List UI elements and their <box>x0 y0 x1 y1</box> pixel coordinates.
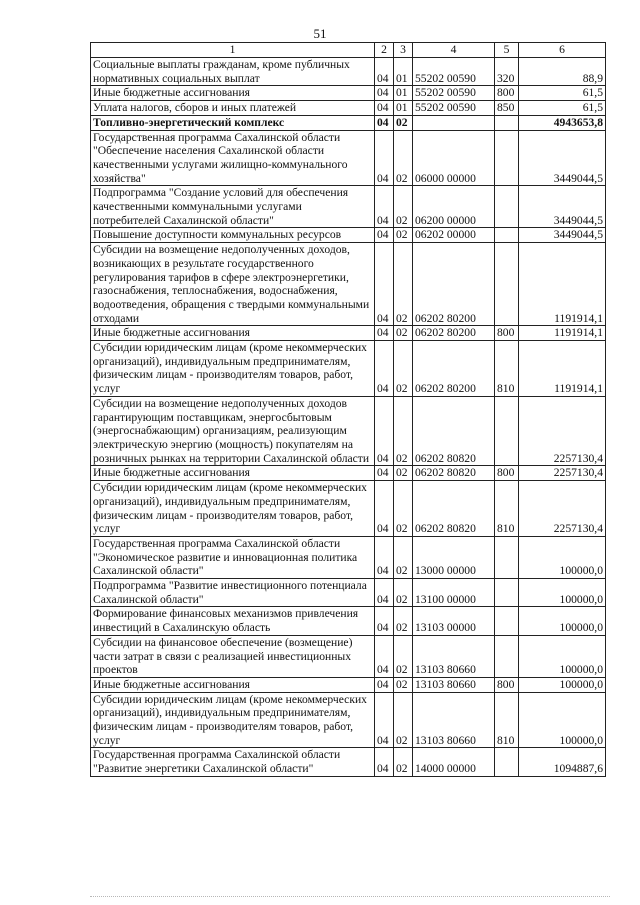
table-row <box>91 396 606 466</box>
scan-artifact <box>90 896 610 900</box>
table-row <box>91 341 606 397</box>
amount: 2257130,4 <box>519 481 606 537</box>
target-article-code: 06202 80820 <box>413 466 495 481</box>
section-code: 04 <box>375 243 394 326</box>
row-name: Субсидии на возмещение недополученных доходов гарантирующим поставщикам, энергосбытовым (энергоснабжающим) организациям, реализующим электрическую энергию (мощность) покупателям на розничных рынках на территории Сахалинской области <box>91 396 375 466</box>
amount: 100000,0 <box>519 635 606 677</box>
expense-type-code: 810 <box>495 481 519 537</box>
amount: 1094887,6 <box>519 748 606 776</box>
row-name: Подпрограмма "Создание условий для обеспечения качественными коммунальными услугами потребителей Сахалинской области" <box>91 186 375 228</box>
subsection-code: 02 <box>394 341 413 397</box>
section-code: 04 <box>375 748 394 776</box>
subsection-code: 02 <box>394 607 413 635</box>
subsection-code: 01 <box>394 58 413 86</box>
expense-type-code: 800 <box>495 677 519 692</box>
table-row <box>91 579 606 607</box>
subsection-code: 02 <box>394 243 413 326</box>
subsection-code: 02 <box>394 748 413 776</box>
table-row <box>91 130 606 186</box>
target-article-code: 55202 00590 <box>413 86 495 101</box>
section-code: 04 <box>375 326 394 341</box>
row-name: Государственная программа Сахалинской области "Экономическое развитие и инновационная политика Сахалинской области" <box>91 536 375 578</box>
section-code: 04 <box>375 466 394 481</box>
expense-type-code: 800 <box>495 86 519 101</box>
row-name: Иные бюджетные ассигнования <box>91 86 375 101</box>
target-article-code: 06202 80820 <box>413 481 495 537</box>
subsection-code: 01 <box>394 101 413 116</box>
table-row <box>91 86 606 101</box>
row-name: Субсидии на финансовое обеспечение (возмещение) части затрат в связи с реализацией инвестиционных проектов <box>91 635 375 677</box>
target-article-code: 14000 00000 <box>413 748 495 776</box>
target-article-code: 55202 00590 <box>413 101 495 116</box>
amount: 1191914,1 <box>519 326 606 341</box>
expense-type-code <box>495 635 519 677</box>
amount: 1191914,1 <box>519 243 606 326</box>
section-code: 04 <box>375 86 394 101</box>
target-article-code: 13103 80660 <box>413 677 495 692</box>
table-row <box>91 635 606 677</box>
table-row <box>91 692 606 748</box>
amount: 100000,0 <box>519 536 606 578</box>
target-article-code: 55202 00590 <box>413 58 495 86</box>
target-article-code: 06202 80200 <box>413 341 495 397</box>
section-code: 04 <box>375 186 394 228</box>
subsection-code: 02 <box>394 326 413 341</box>
column-header: 4 <box>413 43 495 58</box>
column-header: 5 <box>495 43 519 58</box>
target-article-code: 13103 80660 <box>413 635 495 677</box>
section-code: 04 <box>375 635 394 677</box>
table-row <box>91 186 606 228</box>
subsection-code: 02 <box>394 228 413 243</box>
row-name: Государственная программа Сахалинской области "Обеспечение населения Сахалинской области качественными услугами жилищно-коммунального хозяйства" <box>91 130 375 186</box>
subsection-code: 02 <box>394 692 413 748</box>
row-name: Иные бюджетные ассигнования <box>91 677 375 692</box>
amount: 88,9 <box>519 58 606 86</box>
row-name: Уплата налогов, сборов и иных платежей <box>91 101 375 116</box>
expense-type-code: 810 <box>495 692 519 748</box>
target-article-code: 13103 80660 <box>413 692 495 748</box>
expense-type-code <box>495 579 519 607</box>
section-code: 04 <box>375 677 394 692</box>
section-code: 04 <box>375 228 394 243</box>
page-number: 51 <box>313 26 327 41</box>
target-article-code: 06202 00000 <box>413 228 495 243</box>
target-article-code: 06202 80200 <box>413 243 495 326</box>
amount: 100000,0 <box>519 607 606 635</box>
table-row <box>91 466 606 481</box>
target-article-code: 06000 00000 <box>413 130 495 186</box>
table-row <box>91 115 606 130</box>
subsection-code: 02 <box>394 536 413 578</box>
row-name: Формирование финансовых механизмов привлечения инвестиций в Сахалинскую область <box>91 607 375 635</box>
row-name: Социальные выплаты гражданам, кроме публичных нормативных социальных выплат <box>91 58 375 86</box>
target-article-code: 06200 00000 <box>413 186 495 228</box>
row-name: Субсидии юридическим лицам (кроме некоммерческих организаций), индивидуальным предпринимателям, физическим лицам - производителям товаров, работ, услуг <box>91 481 375 537</box>
expense-type-code <box>495 243 519 326</box>
subsection-code: 02 <box>394 466 413 481</box>
expense-type-code <box>495 536 519 578</box>
amount: 100000,0 <box>519 692 606 748</box>
target-article-code: 13000 00000 <box>413 536 495 578</box>
target-article-code: 06202 80200 <box>413 326 495 341</box>
expense-type-code: 800 <box>495 326 519 341</box>
amount: 3449044,5 <box>519 186 606 228</box>
amount: 61,5 <box>519 101 606 116</box>
table-body <box>91 58 606 777</box>
expense-type-code: 320 <box>495 58 519 86</box>
expense-type-code <box>495 748 519 776</box>
amount: 2257130,4 <box>519 466 606 481</box>
table-row <box>91 228 606 243</box>
expense-type-code: 850 <box>495 101 519 116</box>
amount: 100000,0 <box>519 677 606 692</box>
section-code: 04 <box>375 130 394 186</box>
target-article-code: 13103 00000 <box>413 607 495 635</box>
row-name: Топливно-энергетический комплекс <box>91 115 375 130</box>
row-name: Субсидии юридическим лицам (кроме некоммерческих организаций), индивидуальным предпринимателям, физическим лицам - производителям товаров, работ, услуг <box>91 341 375 397</box>
section-code: 04 <box>375 101 394 116</box>
expense-type-code <box>495 130 519 186</box>
subsection-code: 02 <box>394 115 413 130</box>
amount: 100000,0 <box>519 579 606 607</box>
section-code: 04 <box>375 58 394 86</box>
table-row <box>91 536 606 578</box>
expense-type-code <box>495 607 519 635</box>
expense-type-code <box>495 228 519 243</box>
target-article-code: 13100 00000 <box>413 579 495 607</box>
section-code: 04 <box>375 579 394 607</box>
budget-table <box>90 42 606 777</box>
subsection-code: 02 <box>394 635 413 677</box>
row-name: Повышение доступности коммунальных ресурсов <box>91 228 375 243</box>
expense-type-code <box>495 396 519 466</box>
target-article-code: 06202 80820 <box>413 396 495 466</box>
subsection-code: 02 <box>394 579 413 607</box>
subsection-code: 02 <box>394 186 413 228</box>
subsection-code: 02 <box>394 396 413 466</box>
table-header-row <box>91 43 606 58</box>
table-row <box>91 607 606 635</box>
row-name: Иные бюджетные ассигнования <box>91 326 375 341</box>
table-row <box>91 677 606 692</box>
amount: 3449044,5 <box>519 228 606 243</box>
section-code: 04 <box>375 115 394 130</box>
table-row <box>91 101 606 116</box>
table-row <box>91 326 606 341</box>
subsection-code: 01 <box>394 86 413 101</box>
table-row <box>91 481 606 537</box>
table-row <box>91 58 606 86</box>
amount: 2257130,4 <box>519 396 606 466</box>
row-name: Иные бюджетные ассигнования <box>91 466 375 481</box>
column-header: 2 <box>375 43 394 58</box>
expense-type-code: 800 <box>495 466 519 481</box>
expense-type-code: 810 <box>495 341 519 397</box>
amount: 1191914,1 <box>519 341 606 397</box>
table-row <box>91 243 606 326</box>
table-row <box>91 748 606 776</box>
section-code: 04 <box>375 396 394 466</box>
amount: 3449044,5 <box>519 130 606 186</box>
expense-type-code <box>495 186 519 228</box>
row-name: Субсидии юридическим лицам (кроме некоммерческих организаций), индивидуальным предпринимателям, физическим лицам - производителям товаров, работ, услуг <box>91 692 375 748</box>
row-name: Субсидии на возмещение недополученных доходов, возникающих в результате государственного регулирования тарифов в сфере электроэнергетики, газоснабжения, теплоснабжения, водоснабжения, водоотведения, обращения с твердыми коммунальными отходами <box>91 243 375 326</box>
section-code: 04 <box>375 481 394 537</box>
row-name: Государственная программа Сахалинской области "Развитие энергетики Сахалинской области" <box>91 748 375 776</box>
section-code: 04 <box>375 341 394 397</box>
section-code: 04 <box>375 607 394 635</box>
subsection-code: 02 <box>394 677 413 692</box>
target-article-code <box>413 115 495 130</box>
subsection-code: 02 <box>394 130 413 186</box>
amount: 4943653,8 <box>519 115 606 130</box>
amount: 61,5 <box>519 86 606 101</box>
column-header: 1 <box>91 43 375 58</box>
expense-type-code <box>495 115 519 130</box>
section-code: 04 <box>375 692 394 748</box>
row-name: Подпрограмма "Развитие инвестиционного потенциала Сахалинской области" <box>91 579 375 607</box>
column-header: 3 <box>394 43 413 58</box>
section-code: 04 <box>375 536 394 578</box>
column-header: 6 <box>519 43 606 58</box>
subsection-code: 02 <box>394 481 413 537</box>
